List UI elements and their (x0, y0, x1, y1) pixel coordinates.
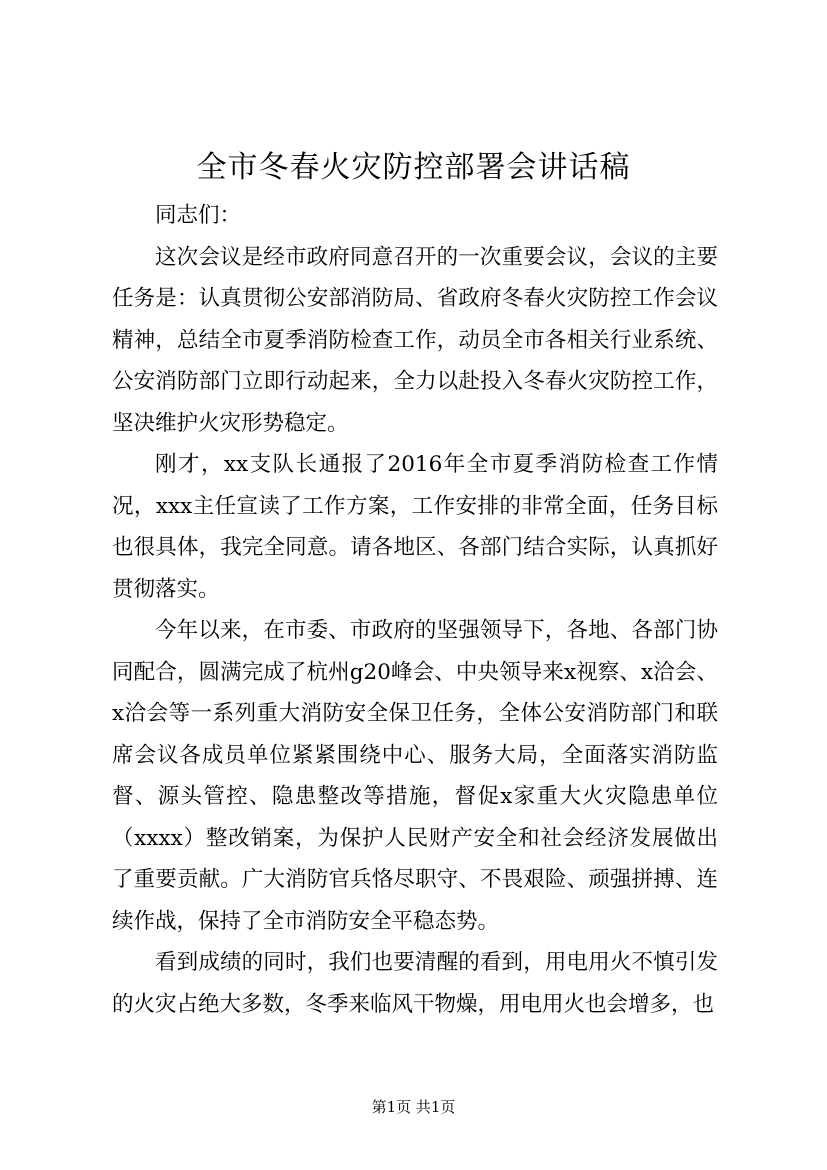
document-title: 全市冬春火灾防控部署会讲话稿 (196, 150, 631, 185)
paragraph-1: 这次会议是经市政府同意召开的一次重要会议，会议的主要任务是：认真贯彻公安部消防局、省政府冬春火灾防控工作会议精神，总结全市夏季消防检查工作，动员全市各相关行业系统、公安消防部门立即行动起来，全力以赴投入冬春火灾防控工作，坚决维护火灾形势稳定。 (112, 244, 718, 436)
salutation: 同志们： (155, 203, 242, 228)
paragraph-4: 看到成绩的同时，我们也要清醒的看到，用电用火不慎引发的火灾占绝大多数，冬季来临风干物燥，用电用火也会增多，也 (112, 950, 718, 1017)
paragraph-3: 今年以来，在市委、市政府的坚强领导下，各地、各部门协同配合，圆满完成了杭州g20峰会、中央领导来x视察、x洽会、x洽会等一系列重大消防安全保卫任务，全体公安消防部门和联席会议各成员单位紧紧围绕中心、服务大局，全面落实消防监督、源头管控、隐患整改等措施，督促x家重大火灾隐患单位（xxxx）整改销案，为保护人民财产安全和社会经济发展做出了重要贡献。广大消防官兵恪尽职守、不畏艰险、顽强拼搏、连续作战，保持了全市消防安全平稳态势。 (112, 618, 718, 934)
page-footer: 第1页 共1页 (371, 1098, 456, 1116)
document-body (112, 195, 718, 1025)
paragraph-2: 刚才，xx支队长通报了2016年全市夏季消防检查工作情况，xxx主任宣读了工作方案，工作安排的非常全面，任务目标也很具体，我完全同意。请各地区、各部门结合实际，认真抓好贯彻落实。 (112, 452, 718, 602)
